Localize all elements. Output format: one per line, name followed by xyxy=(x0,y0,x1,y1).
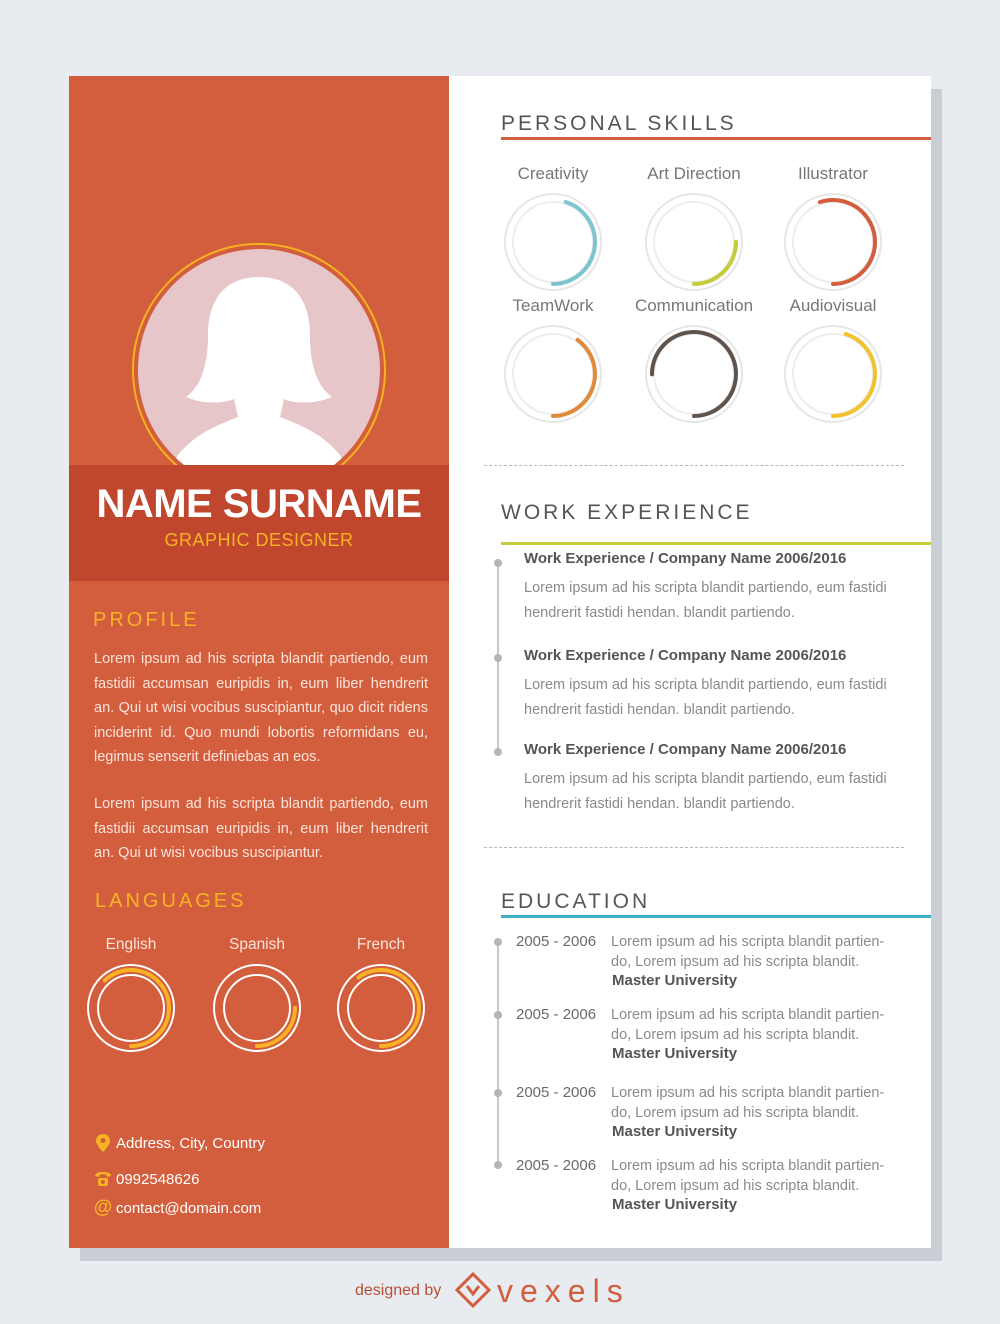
work-heading: Work Experience / Company Name 2006/2016 xyxy=(524,550,847,567)
education-years: 2005 - 2006 xyxy=(516,1157,597,1174)
contact-phone xyxy=(93,1169,199,1189)
ring-outer xyxy=(338,965,424,1051)
skills-rule xyxy=(501,137,931,140)
language-level-ring xyxy=(211,962,303,1054)
avatar xyxy=(138,249,380,491)
work-item xyxy=(524,741,894,816)
at-icon: @ xyxy=(93,1197,113,1218)
resume-page xyxy=(69,76,931,1248)
ring-outer xyxy=(88,965,174,1051)
education-description-line: do, Lorem ipsum ad his scripta blandit. xyxy=(611,953,860,970)
timeline-dot xyxy=(494,654,502,662)
work-item xyxy=(524,550,894,625)
education-description xyxy=(611,1157,911,1196)
designed-by-text: designed by xyxy=(355,1282,442,1299)
ring-outer xyxy=(646,326,742,422)
work-rule xyxy=(501,542,931,545)
phone-text: 0992548626 xyxy=(116,1170,200,1188)
candidate-role: GRAPHIC DESIGNER xyxy=(164,530,354,550)
language-label: Spanish xyxy=(228,936,285,953)
timeline-dot xyxy=(494,559,502,567)
ring-outer xyxy=(214,965,300,1051)
skill-label: Communication xyxy=(634,296,754,315)
language-label: French xyxy=(356,936,406,953)
work-description-line: Lorem ipsum ad his scripta blandit partiendo, eum fastidi xyxy=(524,580,887,596)
language-label: English xyxy=(105,936,157,953)
name-band xyxy=(69,465,449,581)
education-years: 2005 - 2006 xyxy=(516,1084,597,1101)
ring-track xyxy=(98,975,164,1041)
education-school: Master University xyxy=(612,1045,738,1062)
timeline-dot xyxy=(494,1089,502,1097)
language-level-ring xyxy=(335,962,427,1054)
education-title: EDUCATION xyxy=(501,890,651,913)
education-description-line: Lorem ipsum ad his scripta blandit partien- xyxy=(611,1085,885,1101)
education-years: 2005 - 2006 xyxy=(516,933,597,950)
skill-level-ring xyxy=(781,190,885,294)
ring-level-arc xyxy=(652,332,736,416)
education-school: Master University xyxy=(612,1123,738,1140)
ring-outer xyxy=(505,194,601,290)
ring-outer xyxy=(785,194,881,290)
education-years: 2005 - 2006 xyxy=(516,1006,597,1023)
person-silhouette-icon xyxy=(138,249,380,491)
footer xyxy=(0,1272,1000,1312)
skill-teamwork xyxy=(493,296,613,426)
work-description-line: hendrerit fastidi hendan. blandit partiendo. xyxy=(524,604,795,621)
ring-outer xyxy=(785,326,881,422)
language-spanish xyxy=(207,936,307,1054)
ring-level-arc xyxy=(343,970,419,1046)
ring-outer xyxy=(505,326,601,422)
language-level-ring xyxy=(85,962,177,1054)
ring-track xyxy=(654,202,734,282)
left-column xyxy=(69,76,449,1248)
work-item xyxy=(524,647,894,722)
work-description-line: hendrerit fastidi hendan. blandit partiendo. xyxy=(524,795,795,812)
skill-audiovisual xyxy=(773,296,893,426)
timeline-dot xyxy=(494,938,502,946)
skill-creativity xyxy=(493,164,613,294)
languages-title: LANGUAGES xyxy=(95,890,247,912)
ring-level-arc xyxy=(511,200,595,284)
language-english xyxy=(81,936,181,1054)
education-timeline xyxy=(497,942,499,1166)
timeline-dot xyxy=(494,1161,502,1169)
ring-level-arc xyxy=(511,332,595,416)
ring-level-arc xyxy=(219,970,295,1046)
ring-track xyxy=(513,334,593,414)
work-description-line: Lorem ipsum ad his scripta blandit partiendo, eum fastidi xyxy=(524,677,887,693)
map-pin-icon xyxy=(93,1133,113,1153)
education-school: Master University xyxy=(612,972,738,989)
education-description-line: do, Lorem ipsum ad his scripta blandit. xyxy=(611,1026,860,1043)
ring-outer xyxy=(646,194,742,290)
work-description-line: hendrerit fastidi hendan. blandit partiendo. xyxy=(524,701,795,718)
address-text: Address, City, Country xyxy=(116,1134,265,1152)
contact-address xyxy=(93,1133,265,1153)
section-divider xyxy=(484,847,904,848)
contact-email xyxy=(93,1198,261,1218)
candidate-name: NAME SURNAME xyxy=(96,482,422,526)
email-text[interactable]: contact@domain.com xyxy=(116,1199,262,1217)
education-description-line: Lorem ipsum ad his scripta blandit partien- xyxy=(611,934,885,950)
skill-label: Creativity xyxy=(517,164,589,183)
skill-level-ring xyxy=(781,322,885,426)
skills-title: PERSONAL SKILLS xyxy=(501,112,737,135)
education-description xyxy=(611,1006,911,1045)
ring-track xyxy=(513,202,593,282)
profile-paragraph-1: Lorem ipsum ad his scripta blandit partiendo, eum fastidii accumsan euripidis in, eum liber hendrerit an. Qui ut wisi vocibus suscipiantur, quo dicit ridens inciderint id. Quo mundi lobortis reformidans eu, legimus senserit definiebas an eos. xyxy=(94,651,428,765)
skill-level-ring xyxy=(501,322,605,426)
education-description-line: do, Lorem ipsum ad his scripta blandit. xyxy=(611,1177,860,1194)
profile-title: PROFILE xyxy=(93,609,200,631)
skill-communication xyxy=(634,296,754,426)
skill-art-direction xyxy=(634,164,754,294)
skill-illustrator xyxy=(773,164,893,294)
ring-level-arc xyxy=(791,200,875,284)
education-description xyxy=(611,933,911,972)
skill-label: Audiovisual xyxy=(789,296,877,315)
education-description-line: Lorem ipsum ad his scripta blandit partien- xyxy=(611,1007,885,1023)
phone-icon xyxy=(93,1169,113,1189)
skill-level-ring xyxy=(642,190,746,294)
skill-level-ring xyxy=(642,322,746,426)
vexels-logo-icon xyxy=(455,1272,491,1308)
ring-track xyxy=(654,334,734,414)
ring-level-arc xyxy=(652,200,736,284)
profile-paragraph-2: Lorem ipsum ad his scripta blandit partiendo, eum fastidii accumsan euripidis in, eum liber hendrerit an. Qui ut wisi vocibus suscipiantur. xyxy=(94,796,428,861)
ring-track xyxy=(793,334,873,414)
skill-label: Art Direction xyxy=(647,164,741,183)
ring-level-arc xyxy=(791,332,875,416)
timeline-dot xyxy=(494,1011,502,1019)
education-description-line: Lorem ipsum ad his scripta blandit partien- xyxy=(611,1158,885,1174)
skill-label: TeamWork xyxy=(512,296,594,315)
work-title: WORK EXPERIENCE xyxy=(501,501,753,524)
section-divider xyxy=(484,465,904,466)
skill-label: Illustrator xyxy=(798,164,868,183)
work-heading: Work Experience / Company Name 2006/2016 xyxy=(524,647,847,664)
timeline-dot xyxy=(494,748,502,756)
education-rule xyxy=(501,915,931,918)
ring-track xyxy=(793,202,873,282)
skill-level-ring xyxy=(501,190,605,294)
ring-track xyxy=(348,975,414,1041)
work-heading: Work Experience / Company Name 2006/2016 xyxy=(524,741,847,758)
education-description-line: do, Lorem ipsum ad his scripta blandit. xyxy=(611,1104,860,1121)
language-french xyxy=(331,936,431,1054)
education-school: Master University xyxy=(612,1196,738,1213)
ring-track xyxy=(224,975,290,1041)
brand-name[interactable]: vexels xyxy=(497,1273,630,1309)
education-description xyxy=(611,1084,911,1123)
work-description-line: Lorem ipsum ad his scripta blandit partiendo, eum fastidi xyxy=(524,771,887,787)
ring-level-arc xyxy=(93,970,169,1046)
